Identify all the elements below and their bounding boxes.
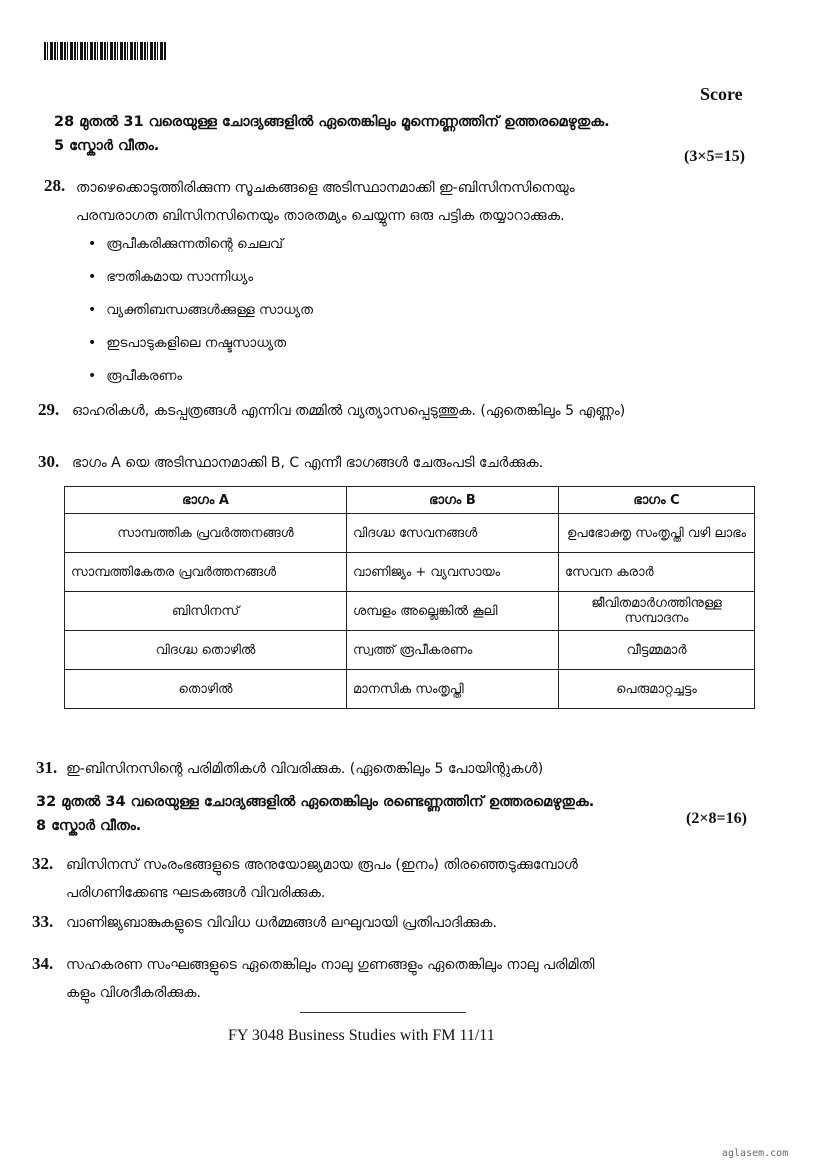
table-cell: പെരുമാറ്റച്ചട്ടം bbox=[559, 670, 755, 709]
q28-text-line1: താഴെക്കൊടുത്തിരിക്കുന്ന സൂചകങ്ങളെ അടിസ്ഥാനമാക്കി ഇ-ബിസിനസിനെയും bbox=[76, 180, 575, 196]
table-cell: സേവന കരാർ bbox=[559, 553, 755, 592]
q32-text-line2: പരിഗണിക്കേണ്ട ഘടകങ്ങൾ വിവരിക്കുക. bbox=[66, 885, 326, 901]
table-cell: സാമ്പത്തികേതര പ്രവർത്തനങ്ങൾ bbox=[65, 553, 347, 592]
q32-text bbox=[66, 851, 756, 907]
q30-number: 30. bbox=[38, 452, 60, 471]
table-cell: തൊഴിൽ bbox=[65, 670, 347, 709]
q33-number: 33. bbox=[32, 912, 54, 931]
section1-marks: (3×5=15) bbox=[684, 148, 745, 165]
q31-number: 31. bbox=[36, 758, 58, 777]
table-row bbox=[65, 670, 755, 709]
q30-text: ഭാഗം A യെ അടിസ്ഥാനമാക്കി B, C എന്നീ ഭാഗങ്ങൾ ചേരുംപടി ചേർക്കുക. bbox=[72, 455, 544, 471]
barcode bbox=[44, 42, 166, 60]
footer-divider bbox=[300, 1012, 466, 1013]
table-cell: വീട്ടമ്മമാർ bbox=[559, 631, 755, 670]
watermark: aglasem.com bbox=[722, 1148, 789, 1159]
q28-point: • ഇടപാടുകളിലെ നഷ്ടസാധ്യത bbox=[88, 327, 313, 360]
section1-instruction-line1: 28 മുതൽ 31 വരെയുള്ള ചോദ്യങ്ങളിൽ ഏതെങ്കിലും മൂന്നെണ്ണത്തിന് ഉത്തരമെഴുതുക. bbox=[54, 114, 610, 130]
table-header-part-b: ഭാഗം B bbox=[347, 487, 559, 514]
table-cell: സ്വത്ത് രൂപീകരണം bbox=[347, 631, 559, 670]
q28-text bbox=[76, 174, 756, 230]
q28-point: • ഭൗതികമായ സാന്നിധ്യം bbox=[88, 261, 313, 294]
q28-point: • വ്യക്തിബന്ധങ്ങൾക്കുള്ള സാധ്യത bbox=[88, 294, 313, 327]
table-row bbox=[65, 631, 755, 670]
q34-text-line2: കളും വിശദീകരിക്കുക. bbox=[66, 985, 201, 1001]
table-cell: ബിസിനസ് bbox=[65, 592, 347, 631]
q29-text: ഓഹരികൾ, കടപ്പത്രങ്ങൾ എന്നിവ തമ്മിൽ വ്യത്യാസപ്പെടുത്തുക. (ഏതെങ്കിലും 5 എണ്ണം) bbox=[72, 403, 626, 419]
table-header-part-c: ഭാഗം C bbox=[559, 487, 755, 514]
section1-instruction bbox=[54, 110, 610, 158]
q28-text-line2: പരമ്പരാഗത ബിസിനസിനെയും താരതമ്യം ചെയ്യുന്ന ഒരു പട്ടിക തയ്യാറാക്കുക. bbox=[76, 208, 565, 224]
section2-marks: (2×8=16) bbox=[686, 810, 747, 827]
q32-text-line1: ബിസിനസ് സംരംഭങ്ങളുടെ അനുയോജ്യമായ രൂപം (ഇനം) തിരഞ്ഞെടുക്കുമ്പോൾ bbox=[66, 857, 578, 873]
table-cell: ശമ്പളം അല്ലെങ്കിൽ കൂലി bbox=[347, 592, 559, 631]
section2-instruction bbox=[36, 790, 594, 838]
table-cell: മാനസിക സംതൃപ്തി bbox=[347, 670, 559, 709]
q28-point: • രൂപീകരണം bbox=[88, 360, 313, 393]
match-table bbox=[64, 486, 755, 709]
table-cell: സാമ്പത്തിക പ്രവർത്തനങ്ങൾ bbox=[65, 514, 347, 553]
q28-number: 28. bbox=[44, 176, 66, 195]
table-row bbox=[65, 553, 755, 592]
q34-number: 34. bbox=[32, 954, 54, 973]
table-header-part-a: ഭാഗം A bbox=[65, 487, 347, 514]
q34-text-line1: സഹകരണ സംഘങ്ങളുടെ ഏതെങ്കിലും നാലു ഗുണങ്ങളും ഏതെങ്കിലും നാലു പരിമിതി bbox=[66, 957, 595, 973]
score-label: Score bbox=[700, 84, 743, 104]
table-cell: വാണിജ്യം + വ്യവസായം bbox=[347, 553, 559, 592]
q33-text: വാണിജ്യബാങ്കുകളുടെ വിവിധ ധർമ്മങ്ങൾ ലഘുവായി പ്രതിപാദിക്കുക. bbox=[66, 915, 497, 931]
section2-instruction-line1: 32 മുതൽ 34 വരെയുള്ള ചോദ്യങ്ങളിൽ ഏതെങ്കിലും രണ്ടെണ്ണത്തിന് ഉത്തരമെഴുതുക. bbox=[36, 794, 595, 810]
table-row bbox=[65, 514, 755, 553]
q34-text bbox=[66, 951, 766, 1007]
q29-number: 29. bbox=[38, 400, 60, 419]
table-cell: വിദഗ്ദ്ധ സേവനങ്ങൾ bbox=[347, 514, 559, 553]
table-cell: വിദഗ്ദ്ധ തൊഴിൽ bbox=[65, 631, 347, 670]
table-cell: ഉപഭോക്തൃ സംതൃപ്തി വഴി ലാഭം bbox=[559, 514, 755, 553]
footer-text: FY 3048 Business Studies with FM 11/11 bbox=[228, 1027, 495, 1044]
section2-instruction-line2: 8 സ്കോർ വീതം. bbox=[36, 818, 142, 834]
q32-number: 32. bbox=[32, 854, 54, 873]
q31-text: ഇ-ബിസിനസിന്റെ പരിമിതികൾ വിവരിക്കുക. (ഏതെങ്കിലും 5 പോയിന്റുകൾ) bbox=[66, 761, 544, 777]
table-cell: ജീവിതമാർഗത്തിനുള്ള സമ്പാദനം bbox=[559, 592, 755, 631]
q28-points-list bbox=[88, 228, 313, 393]
q28-point: • രൂപീകരിക്കുന്നതിന്റെ ചെലവ് bbox=[88, 228, 313, 261]
table-header-row bbox=[65, 487, 755, 514]
section1-instruction-line2: 5 സ്കോർ വീതം. bbox=[54, 138, 160, 154]
table-row bbox=[65, 592, 755, 631]
